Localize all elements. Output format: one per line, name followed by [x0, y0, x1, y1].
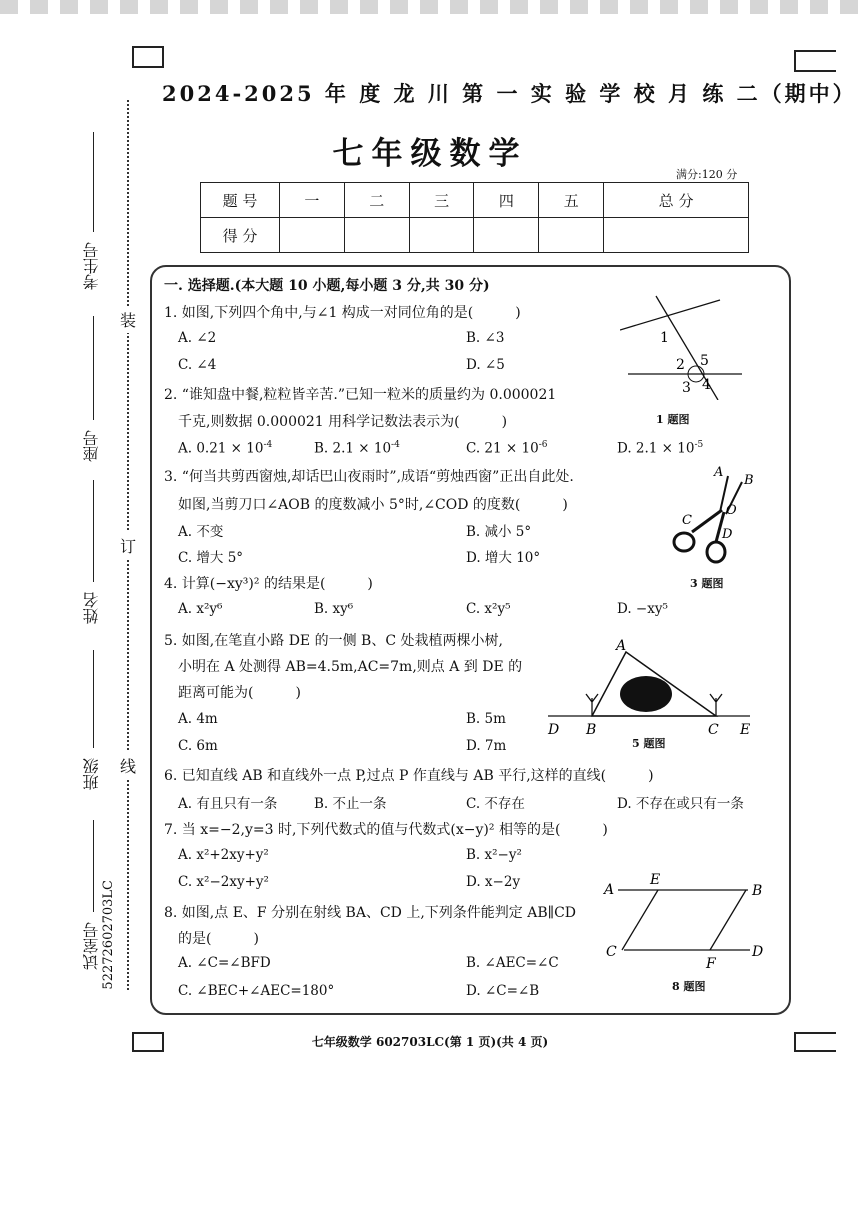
q8-stem-line1: 8. 如图,点 E、F 分别在射线 BA、CD 上,下列条件能判定 AB∥CD	[164, 905, 577, 921]
score-input-3[interactable]	[409, 218, 474, 253]
fig1-label-3: 3	[682, 380, 691, 396]
fig8-label-d: D	[752, 944, 764, 960]
q5-option-c[interactable]: C. 6m	[178, 738, 218, 754]
fig5-label-c: C	[708, 722, 719, 738]
score-cell-label: 题 号	[201, 183, 280, 218]
score-table-header-row	[201, 183, 749, 218]
q5-option-a[interactable]: A. 4m	[178, 711, 218, 727]
fig3-label-d: D	[722, 527, 733, 542]
fig3-label-b: B	[744, 473, 754, 488]
class-label: 班级	[82, 758, 101, 790]
score-cell-section: 四	[474, 183, 539, 218]
score-table-score-row	[201, 218, 749, 253]
q4-option-d[interactable]: D. −xy⁵	[617, 601, 668, 617]
q7-option-d[interactable]: D. x−2y	[466, 874, 521, 890]
q2-stem-line2: 千克,则数据 0.000021 用科学记数法表示为( )	[178, 414, 508, 430]
q8-caption: 8 题图	[672, 980, 706, 993]
q1-figure	[620, 290, 750, 400]
q1-option-d[interactable]: D. ∠5	[466, 357, 505, 373]
corner-mark-top-left	[132, 46, 164, 68]
q8-stem-line2: 的是( )	[178, 931, 259, 947]
binding-char-zhuang: 装	[120, 306, 136, 333]
fig3-label-a: A	[714, 465, 724, 480]
exam-no-field[interactable]	[93, 132, 94, 232]
q5-stem-line3: 距离可能为( )	[178, 685, 301, 701]
score-input-1[interactable]	[280, 218, 345, 253]
q2-option-a[interactable]: A. $0.21 \times 10^{-4}$	[178, 440, 273, 457]
q5-option-b[interactable]: B. 5m	[466, 711, 506, 727]
exam-no-label: 考生号	[82, 242, 101, 290]
q7-option-b[interactable]: B. x²−y²	[466, 847, 522, 863]
q1-option-c[interactable]: C. ∠4	[178, 357, 217, 373]
q5-stem-line1: 5. 如图,在笔直小路 DE 的一侧 B、C 处栽植两棵小树,	[164, 633, 503, 649]
class-field[interactable]	[93, 650, 94, 748]
q6-option-d[interactable]: D. 不存在或只有一条	[617, 796, 744, 812]
name-field[interactable]	[93, 480, 94, 582]
score-cell-section: 一	[280, 183, 345, 218]
room-no-field[interactable]	[93, 820, 94, 912]
binding-char-ding: 订	[120, 532, 136, 559]
q8-option-b[interactable]: B. ∠AEC=∠C	[466, 955, 559, 971]
q2-stem-line1: 2. “谁知盘中餐,粒粒皆辛苦.”已知一粒米的质量约为 0.000021	[164, 387, 557, 403]
q6-option-a[interactable]: A. 有且只有一条	[178, 796, 278, 812]
name-label: 姓名	[82, 592, 101, 624]
corner-mark-top-right	[794, 50, 836, 72]
q6-option-c[interactable]: C. 不存在	[466, 796, 525, 812]
binding-char-xian: 线	[120, 752, 136, 779]
score-cell-section: 五	[539, 183, 604, 218]
fig3-label-c: C	[682, 513, 692, 528]
q3-option-d[interactable]: D. 增大 10°	[466, 550, 541, 566]
score-cell-section: 三	[409, 183, 474, 218]
score-cell-label: 得 分	[201, 218, 280, 253]
q6-stem: 6. 已知直线 AB 和直线外一点 P,过点 P 作直线与 AB 平行,这样的直线( )	[164, 768, 654, 784]
section-heading: 一. 选择题.(本大题 10 小题,每小题 3 分,共 30 分)	[164, 278, 490, 294]
q5-stem-line2: 小明在 A 处测得 AB=4.5m,AC=7m,则点 A 到 DE 的	[178, 659, 523, 675]
q1-option-a[interactable]: A. ∠2	[178, 330, 217, 346]
q1-stem: 1. 如图,下列四个角中,与∠1 构成一对同位角的是( )	[164, 305, 521, 321]
q2-option-b[interactable]: B. $2.1 \times 10^{-4}$	[314, 440, 400, 457]
fig8-label-c: C	[606, 944, 617, 960]
exam-code: 52272602703LC	[101, 880, 116, 990]
q5-option-d[interactable]: D. 7m	[466, 738, 507, 754]
q8-option-d[interactable]: D. ∠C=∠B	[466, 983, 540, 999]
q3-option-a[interactable]: A. 不变	[178, 524, 224, 540]
full-mark: 满分:120 分	[676, 168, 738, 181]
seat-no-label: 座号	[82, 430, 101, 462]
q4-option-c[interactable]: C. x²y⁵	[466, 601, 511, 617]
q8-option-a[interactable]: A. ∠C=∠BFD	[178, 955, 271, 971]
score-cell-total: 总 分	[604, 183, 749, 218]
fig8-label-b: B	[752, 883, 763, 899]
q4-option-a[interactable]: A. x²y⁶	[178, 601, 223, 617]
q7-stem: 7. 当 x=−2,y=3 时,下列代数式的值与代数式(x−y)² 相等的是( )	[164, 822, 608, 838]
q7-option-c[interactable]: C. x²−2xy+y²	[178, 874, 269, 890]
q6-option-b[interactable]: B. 不止一条	[314, 796, 387, 812]
fig3-label-o: O	[726, 503, 737, 518]
q5-figure	[540, 636, 760, 744]
q3-option-b[interactable]: B. 减小 5°	[466, 524, 532, 540]
score-input-total[interactable]	[604, 218, 749, 253]
score-input-5[interactable]	[539, 218, 604, 253]
score-cell-section: 二	[344, 183, 409, 218]
q2-option-d[interactable]: D. $2.1 \times 10^{-5}$	[617, 440, 704, 457]
q8-option-c[interactable]: C. ∠BEC+∠AEC=180°	[178, 983, 335, 999]
fig8-label-f: F	[706, 956, 716, 972]
fig8-label-a: A	[604, 882, 615, 898]
fig1-label-2: 2	[676, 357, 685, 373]
q3-scissors-figure	[666, 462, 756, 574]
q3-stem-line1: 3. “何当共剪西窗烛,却话巴山夜雨时”,成语“剪烛西窗”正出自此处.	[164, 469, 574, 485]
q1-caption: 1 题图	[656, 413, 690, 426]
score-input-2[interactable]	[344, 218, 409, 253]
q8-figure	[598, 868, 770, 972]
fig5-label-e: E	[740, 722, 751, 738]
q3-caption: 3 题图	[690, 577, 724, 590]
subject-title: 七年级数学	[332, 136, 528, 172]
q2-option-c[interactable]: C. $21 \times 10^{-6}$	[466, 440, 548, 457]
seat-no-field[interactable]	[93, 316, 94, 420]
room-no-label: 试室号	[82, 922, 101, 970]
score-table	[200, 182, 749, 253]
fig1-label-1: 1	[660, 330, 669, 346]
q4-option-b[interactable]: B. xy⁶	[314, 601, 354, 617]
page-footer: 七年级数学 602703LC(第 1 页)(共 4 页)	[311, 1035, 549, 1049]
fig5-label-a: A	[616, 638, 627, 654]
q5-caption: 5 题图	[632, 737, 666, 750]
fig5-label-b: B	[586, 722, 597, 738]
q4-stem: 4. 计算(−xy³)² 的结果是( )	[164, 576, 373, 592]
q1-option-b[interactable]: B. ∠3	[466, 330, 505, 346]
exam-title: 2024-2025 年 度 龙 川 第 一 实 验 学 校 月 练 二（期中）	[162, 81, 857, 106]
score-input-4[interactable]	[474, 218, 539, 253]
q7-option-a[interactable]: A. x²+2xy+y²	[178, 847, 269, 863]
fig5-label-d: D	[548, 722, 560, 738]
fig8-label-e: E	[650, 872, 661, 888]
q3-stem-line2: 如图,当剪刀口∠AOB 的度数减小 5°时,∠COD 的度数( )	[178, 497, 568, 513]
fig1-label-4: 4	[702, 377, 711, 393]
q3-option-c[interactable]: C. 增大 5°	[178, 550, 244, 566]
top-scan-edge	[0, 0, 860, 14]
fig1-label-5: 5	[700, 353, 709, 369]
